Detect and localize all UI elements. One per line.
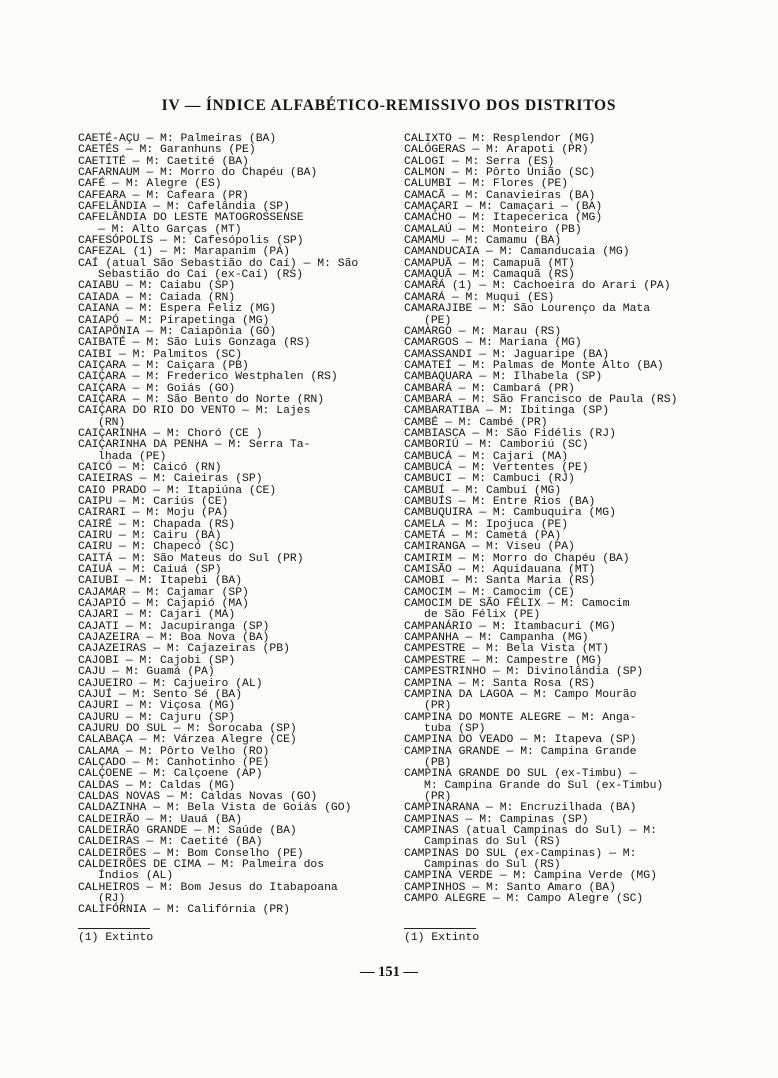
- entry-line: CALOGI — M: Serra (ES): [404, 155, 555, 168]
- entry-line: CAMBUÍS — M: Entre Rios (BA): [404, 496, 596, 508]
- entry-line: CALDEIRAS — M: Caetité (BA): [78, 836, 263, 849]
- footnote-rule-right: [404, 928, 476, 929]
- entry-line: CAJOBI — M: Cajobi (SP): [78, 654, 236, 667]
- entry-line: CAMBUQUIRA — M: Cambuquira (MG): [404, 507, 616, 520]
- entry-line: CALDEIRÃO — M: Uauá (BA): [78, 813, 243, 826]
- entry-line: CAETITÉ — M: Caetité (BA): [78, 155, 249, 168]
- entry-line: CALÓGERAS — M: Arapoti (PR): [404, 144, 589, 157]
- entry-line: CAMOCIM — M: Camocim (CE): [404, 586, 575, 599]
- entry-line: CAJAZEIRA — M: Boa Nova (BA): [78, 632, 270, 645]
- entry-line: CAMPINA GRANDE DO SUL (ex-Timbu) —: [404, 768, 637, 781]
- entry-line: CAIEIRAS — M: Caieiras (SP): [78, 473, 263, 486]
- entry-line: CALDAS NOVAS — M: Caldas Novas (GO): [78, 790, 318, 803]
- entry-line: CAMARGO — M: Marau (RS): [404, 325, 562, 338]
- index-entry: [404, 894, 711, 905]
- entry-continuation: Campinas do Sul (RS): [424, 859, 561, 871]
- entry-line: CALMON — M: Pôrto União (SC): [404, 167, 596, 180]
- entry-line: CALDEIRÃO GRANDE — M: Saúde (BA): [78, 824, 297, 837]
- entry-line: CAIABU — M: Caiabu (SP): [78, 280, 236, 293]
- entry-line: CAJATI — M: Jacupiranga (SP): [78, 620, 270, 633]
- entry-line: CAMPINA GRANDE — M: Campina Grande: [404, 745, 637, 758]
- entry-line: CAMPINA DO MONTE ALEGRE — M: Anga-: [404, 711, 637, 724]
- index-entry: [404, 304, 711, 327]
- entry-line: CALDEIRÕES DE CIMA — M: Palmeira dos: [78, 859, 325, 871]
- entry-line: CAETÉS — M: Garanhuns (PE): [78, 144, 256, 157]
- entry-continuation: (PR): [424, 700, 452, 713]
- entry-line: CAMPINAS — M: Campinas (SP): [404, 813, 589, 826]
- entry-continuation: Índios (AL): [98, 870, 174, 883]
- entry-line: CAIUBI — M: Itapebi (BA): [78, 575, 243, 588]
- entry-line: CAMISÃO — M: Aquidauana (MT): [404, 564, 596, 577]
- entry-line: CALÇOENE — M: Calçoene (AP): [78, 768, 263, 781]
- entry-line: CAMPINA VERDE — M: Campina Verde (MG): [404, 870, 657, 883]
- entry-line: CAMOCIM DE SÃO FÉLIX — M: Camocim: [404, 598, 630, 611]
- index-entry: [404, 690, 711, 713]
- entry-continuation: Sebastião do Caí (ex-Caí) (RS): [98, 269, 304, 282]
- entry-line: CAMIRIM — M: Morro do Chapéu (BA): [404, 552, 630, 565]
- entry-line: CAMBARÁ — M: São Francisco de Paula (RS): [404, 393, 678, 406]
- index-entry: [404, 826, 711, 849]
- entry-line: CALABAÇA — M: Várzea Alegre (CE): [78, 734, 297, 747]
- entry-line: CAJUEIRO — M: Cajueiro (AL): [78, 677, 263, 690]
- entry-line: CALDEIRÕES — M: Bom Conselho (PE): [78, 847, 304, 860]
- entry-line: CAMAMU — M: Camamu (BA): [404, 235, 562, 248]
- entry-line: CAMAPUÃ — M: Camapuã (MT): [404, 257, 575, 270]
- index-entry: [404, 849, 711, 872]
- entry-line: CAMBIASCA — M: São Fidélis (RJ): [404, 427, 616, 440]
- entry-continuation: tuba (SP): [424, 722, 486, 735]
- index-entry: [78, 883, 386, 906]
- entry-line: CAMPESTRE — M: Campestre (MG): [404, 654, 603, 667]
- entry-continuation: de São Félix (PE): [424, 609, 541, 622]
- entry-line: CAMATEÍ — M: Palmas de Monte Alto (BA): [404, 359, 664, 372]
- entry-line: CALIFÓRNIA — M: Califórnia (PR): [78, 904, 290, 917]
- entry-line: CAICÓ — M: Caicó (RN): [78, 461, 222, 474]
- entry-line: CAIUÁ — M: Caiuá (SP): [78, 564, 222, 577]
- entry-line: CAFESÓPOLIS — M: Cafesópolis (SP): [78, 235, 304, 248]
- entry-line: CAIÇARA — M: Goiás (GO): [78, 382, 236, 395]
- index-entry: [78, 259, 386, 282]
- entry-line: CAIÇARA DO RIO DO VENTO — M: Lajes: [78, 405, 311, 418]
- entry-line: CAMACHO — M: Itapecerica (MG): [404, 212, 603, 225]
- entry-line: CAJAMAR — M: Cajamar (SP): [78, 586, 249, 599]
- entry-line: CALUMBI — M: Flores (PE): [404, 178, 569, 191]
- entry-line: CAMARÁ (1) — M: Cachoeira do Arari (PA): [404, 280, 671, 293]
- left-column: [78, 134, 386, 917]
- entry-line: CALIXTO — M: Resplendor (MG): [404, 133, 596, 145]
- entry-line: CAMIRANGA — M: Viseu (PA): [404, 541, 575, 554]
- entry-line: CAIRU — M: Chapecó (SC): [78, 541, 236, 554]
- entry-line: CAMPINAS DO SUL (ex-Campinas) — M:: [404, 847, 637, 860]
- entry-continuation: Campinas do Sul (RS): [424, 836, 561, 849]
- page-title: IV — ÍNDICE ALFABÉTICO-REMISSIVO DOS DISTRITOS: [161, 97, 617, 114]
- entry-line: CAMBÉ — M: Cambé (PR): [404, 416, 548, 429]
- entry-line: CAIBATÉ — M: São Luis Gonzaga (RS): [78, 337, 311, 350]
- entry-line: CAMPESTRINHO — M: Divinolândia (SP): [404, 666, 644, 679]
- entry-line: CALHEIROS — M: Bom Jesus do Itabapoana: [78, 881, 338, 894]
- index-entry: [78, 406, 386, 429]
- entry-line: CAMPANÁRIO — M: Itambacuri (MG): [404, 620, 616, 633]
- index-entry: [404, 599, 711, 622]
- entry-continuation: lhada (PE): [98, 450, 167, 463]
- entry-continuation: (PB): [424, 756, 452, 769]
- entry-line: CAMPESTRE — M: Bela Vista (MT): [404, 643, 610, 656]
- entry-line: CAIRU — M: Cairu (BA): [78, 530, 222, 543]
- entry-line: CAJURU DO SUL — M: Sorocaba (SP): [78, 722, 297, 735]
- entry-line: CALAMA — M: Pôrto Velho (RO): [78, 745, 270, 758]
- index-entry: [78, 213, 386, 236]
- entry-line: CAIRÉ — M: Chapada (RS): [78, 518, 236, 531]
- entry-line: CAMBARATIBA — M: Ibitinga (SP): [404, 405, 610, 418]
- entry-continuation: (PR): [424, 790, 452, 803]
- entry-line: CAMPINA DA LAGOA — M: Campo Mourão: [404, 688, 637, 701]
- entry-line: CAETÉ-AÇU — M: Palmeiras (BA): [78, 133, 277, 145]
- entry-line: CAMPINARANA — M: Encruzilhada (BA): [404, 802, 637, 815]
- entry-line: CAMPANHA — M: Campanha (MG): [404, 632, 589, 645]
- index-entry: [78, 905, 386, 916]
- entry-line: CAJURI — M: Viçosa (MG): [78, 700, 236, 713]
- entry-line: CAFARNAUM — M: Morro do Chapéu (BA): [78, 167, 318, 180]
- right-column: [404, 134, 711, 905]
- entry-line: CAJU — M: Guamá (PA): [78, 666, 215, 679]
- entry-continuation: (PE): [424, 314, 452, 327]
- entry-line: CAIAPÔNIA — M: Caiapônia (GO): [78, 325, 277, 338]
- entry-line: CAIANA — M: Espera Feliz (MG): [78, 303, 277, 316]
- entry-line: CAMBUCÁ — M: Cajari (MA): [404, 450, 569, 463]
- entry-line: CAMAÇARI — M: Camaçari — (BA): [404, 201, 603, 214]
- footnote-rule-left: [78, 928, 150, 929]
- entry-line: CALDAS — M: Caldas (MG): [78, 779, 236, 792]
- index-entry: [404, 713, 711, 736]
- entry-line: CAMOBI — M: Santa Maria (RS): [404, 575, 596, 588]
- entry-line: CAIÇARINHA — M: Choró (CE ): [78, 427, 263, 440]
- page-number: — 151 —: [360, 964, 418, 980]
- entry-line: CAIÇARA — M: São Bento do Norte (RN): [78, 393, 325, 406]
- entry-line: CAIÇARINHA DA PENHA — M: Serra Ta-: [78, 439, 311, 452]
- entry-line: CAIPU — M: Cariús (CE): [78, 496, 229, 508]
- entry-line: CAÍ (atual São Sebastião do Caí) — M: São: [78, 257, 359, 270]
- entry-continuation: (RJ): [98, 893, 126, 906]
- entry-line: CAIÇARA — M: Caiçara (PB): [78, 359, 249, 372]
- entry-line: CAMBARÁ — M: Cambará (PR): [404, 382, 575, 395]
- index-entry: [78, 440, 386, 463]
- entry-line: CAJUÍ — M: Sento Sé (BA): [78, 688, 243, 701]
- entry-line: CAIADA — M: Caiada (RN): [78, 291, 236, 304]
- entry-line: CAMETÁ — M: Cametá (PA): [404, 530, 562, 543]
- entry-line: CAMPINA DO VEADO — M: Itapeva (SP): [404, 734, 637, 747]
- entry-line: CAMPO ALEGRE — M: Campo Alegre (SC): [404, 893, 644, 906]
- entry-line: CAJAZEIRAS — M: Cajazeiras (PB): [78, 643, 290, 656]
- entry-line: CAFELÂNDIA — M: Cafelândia (SP): [78, 201, 290, 214]
- entry-line: CAMBUCI — M: Cambuci (RJ): [404, 473, 575, 486]
- entry-line: CAJAPIÓ — M: Cajapió (MA): [78, 598, 249, 611]
- entry-line: CAMBORIÚ — M: Camboriú (SC): [404, 439, 589, 452]
- entry-continuation: M: Campina Grande do Sul (ex-Timbu): [424, 779, 664, 792]
- entry-line: CAMELA — M: Ipojuca (PE): [404, 518, 569, 531]
- index-entry: [404, 769, 711, 803]
- footnote-left: (1) Extinto: [78, 932, 154, 944]
- entry-line: CAIRARI — M: Moju (PA): [78, 507, 229, 520]
- index-entry: [78, 860, 386, 883]
- entry-line: CAJURU — M: Cajuru (SP): [78, 711, 236, 724]
- entry-line: CAMARÁ — M: Muqui (ES): [404, 291, 555, 304]
- entry-line: CAMBUCÁ — M: Vertentes (PE): [404, 461, 589, 474]
- entry-line: CAMANDUCAIA — M: Camanducaia (MG): [404, 246, 630, 259]
- index-entry: [404, 747, 711, 770]
- entry-line: CAIBI — M: Palmitos (SC): [78, 348, 243, 361]
- entry-line: CAITÁ — M: São Mateus do Sul (PR): [78, 552, 304, 565]
- entry-continuation: (RN): [98, 416, 126, 429]
- entry-line: CAFEZAL (1) — M: Marapanim (PA): [78, 246, 290, 259]
- entry-line: CALÇADO — M: Canhotinho (PE): [78, 756, 270, 769]
- entry-line: CAFÉ — M: Alegre (ES): [78, 178, 222, 191]
- entry-line: CAMPINHOS — M: Santo Amaro (BA): [404, 881, 616, 894]
- entry-line: CAFELÂNDIA DO LESTE MATOGROSSENSE: [78, 212, 304, 225]
- entry-line: CAJARI — M: Cajari (MA): [78, 609, 236, 622]
- entry-line: CAIAPÓ — M: Pirapetinga (MG): [78, 314, 270, 327]
- entry-line: CAMARAJIBE — M: São Lourenço da Mata: [404, 303, 651, 316]
- footnote-right: (1) Extinto: [404, 932, 480, 944]
- entry-line: CAMBUÍ — M: Cambuí (MG): [404, 484, 562, 497]
- entry-line: CAMACÃ — M: Canavieiras (BA): [404, 189, 596, 202]
- entry-continuation: — M: Alto Garças (MT): [98, 223, 242, 236]
- entry-line: CAFEARA — M: Cafeara (PR): [78, 189, 249, 202]
- entry-line: CAMASSANDI — M: Jaguaripe (BA): [404, 348, 610, 361]
- entry-line: CAMALAÚ — M: Monteiro (PB): [404, 223, 582, 236]
- entry-line: CAMBAQUARA — M: Ilhabela (SP): [404, 371, 603, 384]
- entry-line: CALDAZINHA — M: Bela Vista de Goiás (GO): [78, 802, 352, 815]
- entry-line: CAIO PRADO — M: Itapiúna (CE): [78, 484, 277, 497]
- entry-line: CAIÇARA — M: Frederico Westphalen (RS): [78, 371, 338, 384]
- entry-line: CAMAQUÃ — M: Camaquã (RS): [404, 269, 575, 282]
- entry-line: CAMPINAS (atual Campinas do Sul) — M:: [404, 824, 657, 837]
- entry-line: CAMPINA — M: Santa Rosa (RS): [404, 677, 596, 690]
- entry-line: CAMARGOS — M: Mariana (MG): [404, 337, 582, 350]
